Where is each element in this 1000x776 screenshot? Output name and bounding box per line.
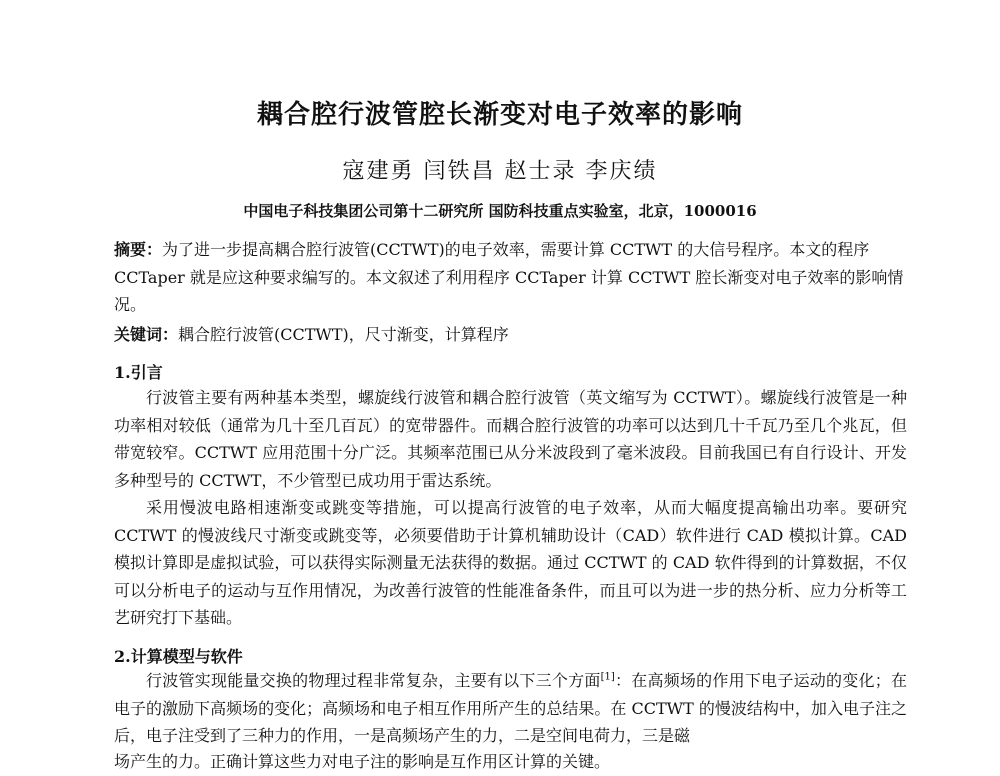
section-heading-introduction: 1.引言 bbox=[114, 363, 163, 382]
abstract-label: 摘要： bbox=[114, 240, 163, 259]
section-heading-model: 2.计算模型与软件 bbox=[114, 647, 243, 666]
intro-paragraph-2: 采用慢波电路相速渐变或跳变等措施，可以提高行波管的电子效率，从而大幅度提高输出功率。要研究 CCTWT 的慢波线尺寸渐变或跳变等，必须要借助于计算机辅助设计（CAD）软件进行 CAD 模拟计算。CAD 模拟计算即是虚拟试验，可以获得实际测量无法获得的数据。通过 CCTWT 的 CAD 软件得到的计算数据，不仅可以分析电子的运动与互作用情况，为改善行波管的性能准备条件，而且可以为进一步的热分析、应力分析等工艺研究打下基础。 bbox=[114, 498, 907, 627]
model-paragraph-text-a: 行波管实现能量交换的物理过程非常复杂，主要有以下三个方面 bbox=[146, 671, 601, 690]
model-paragraph-text-b: ：在高频场的作用下电子运动的变化；在电子的激励下高频场的变化；高频场和电子相互作用所产生的总结果。在 CCTWT 的慢波结构中，加入电子注之后，电子注受到了三种力的作用，一是高频场产生的力，二是空间电荷力，三是磁 bbox=[114, 671, 907, 745]
abstract-text: 为了进一步提高耦合腔行波管(CCTWT)的电子效率，需要计算 CCTWT 的大信号程序。本文的程序 CCTaper 就是应这种要求编写的。本文叙述了利用程序 CCTaper 计算 CCTWT 腔长渐变对电子效率的影响情况。 bbox=[114, 240, 904, 314]
citation-ref: [1] bbox=[600, 671, 615, 683]
keywords-label: 关键词： bbox=[114, 325, 179, 344]
abstract bbox=[114, 236, 907, 319]
keywords bbox=[114, 321, 907, 349]
paper-title: 耦合腔行波管腔长渐变对电子效率的影响 bbox=[256, 100, 743, 130]
intro-paragraph-1: 行波管主要有两种基本类型，螺旋线行波管和耦合腔行波管（英文缩写为 CCTWT）。螺旋线行波管是一种功率相对较低（通常为几十至几百瓦）的宽带器件。而耦合腔行波管的功率可以达到几十千瓦乃至几个兆瓦，但带宽较窄。CCTWT 应用范围十分广泛。其频率范围已从分米波段到了毫米波段。目前我国已有自行设计、开发多种型号的 CCTWT，不少管型已成功用于雷达系统。 bbox=[114, 388, 907, 490]
keywords-text: 耦合腔行波管(CCTWT)，尺寸渐变，计算程序 bbox=[178, 325, 509, 344]
author-list: 寇建勇 闫铁昌 赵士录 李庆绩 bbox=[342, 159, 658, 184]
model-paragraph-1 bbox=[114, 667, 907, 750]
model-paragraph-continuation: 场产生的力。正确计算这些力对电子注的影响是互作用区计算的关键。 bbox=[114, 752, 611, 771]
affiliation: 中国电子科技集团公司第十二研究所 国防科技重点实验室，北京，1000016 bbox=[243, 202, 757, 220]
